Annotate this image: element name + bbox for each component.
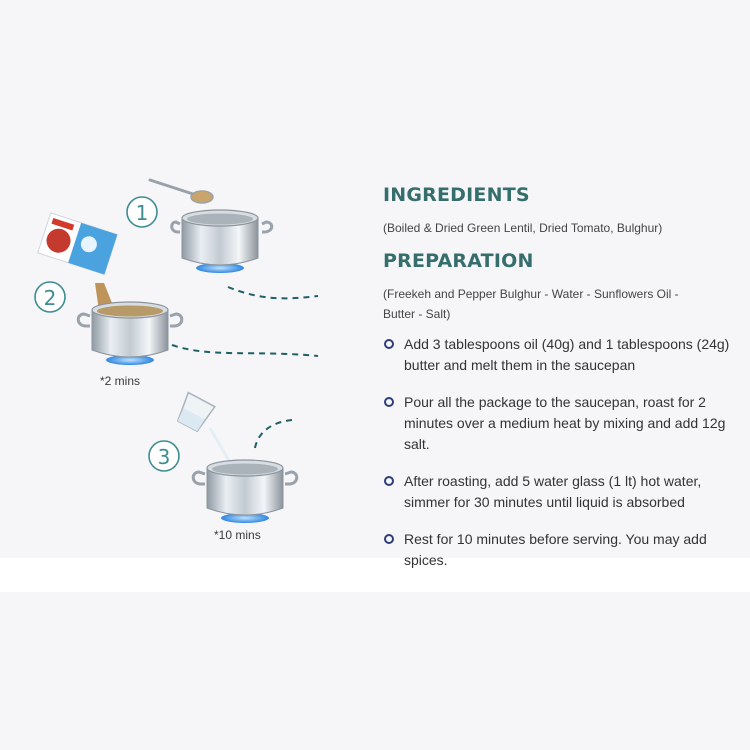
step-text: Pour all the package to the saucepan, roast for 2 minutes over a medium heat by mixing and add 12g salt.: [404, 394, 726, 452]
recipe-panel: [383, 184, 743, 571]
pot-icon: [78, 302, 182, 365]
preparation-steps: [383, 334, 743, 571]
step-3-badge: [149, 441, 179, 471]
dashed-line: [255, 420, 292, 448]
bullet-icon: [384, 339, 394, 349]
step-3-time-caption: *10 mins: [214, 528, 261, 542]
step-number: 2: [43, 286, 57, 310]
dashed-line: [172, 345, 318, 356]
step-1-badge: [127, 197, 157, 227]
bullet-icon: [384, 476, 394, 486]
list-item: [383, 334, 734, 376]
pot-icon: [172, 210, 272, 273]
ingredients-text: (Boiled & Dried Green Lentil, Dried Tomato, Bulghur): [383, 221, 663, 235]
dashed-line: [228, 287, 318, 298]
list-item: [383, 471, 749, 513]
bullet-icon: [384, 397, 394, 407]
step-number: 1: [135, 201, 149, 225]
step-number: 3: [157, 445, 171, 469]
preparation-text: (Freekeh and Pepper Bulghur - Water - Sunflowers Oil - Butter - Salt): [383, 287, 679, 321]
step-text: After roasting, add 5 water glass (1 lt) hot water, simmer for 30 minutes until liquid is absorbed: [404, 473, 702, 510]
list-item: [383, 392, 749, 455]
ingredients-heading: INGREDIENTS: [383, 184, 530, 206]
step-text: Add 3 tablespoons oil (40g) and 1 tablespoons (24g) butter and melt them in the saucepan: [404, 336, 730, 373]
step-2-time-caption: *2 mins: [100, 374, 141, 388]
pot-icon: [193, 460, 297, 523]
step-2-badge: [35, 282, 65, 312]
step-text: Rest for 10 minutes before serving. You may add spices.: [404, 531, 707, 568]
list-item: [383, 529, 749, 571]
bullet-icon: [384, 534, 394, 544]
water-glass-icon: [174, 393, 215, 434]
preparation-illustration: [0, 0, 375, 600]
spoon-icon: [150, 180, 213, 203]
package-icon: [38, 213, 118, 275]
preparation-heading: PREPARATION: [383, 250, 534, 272]
